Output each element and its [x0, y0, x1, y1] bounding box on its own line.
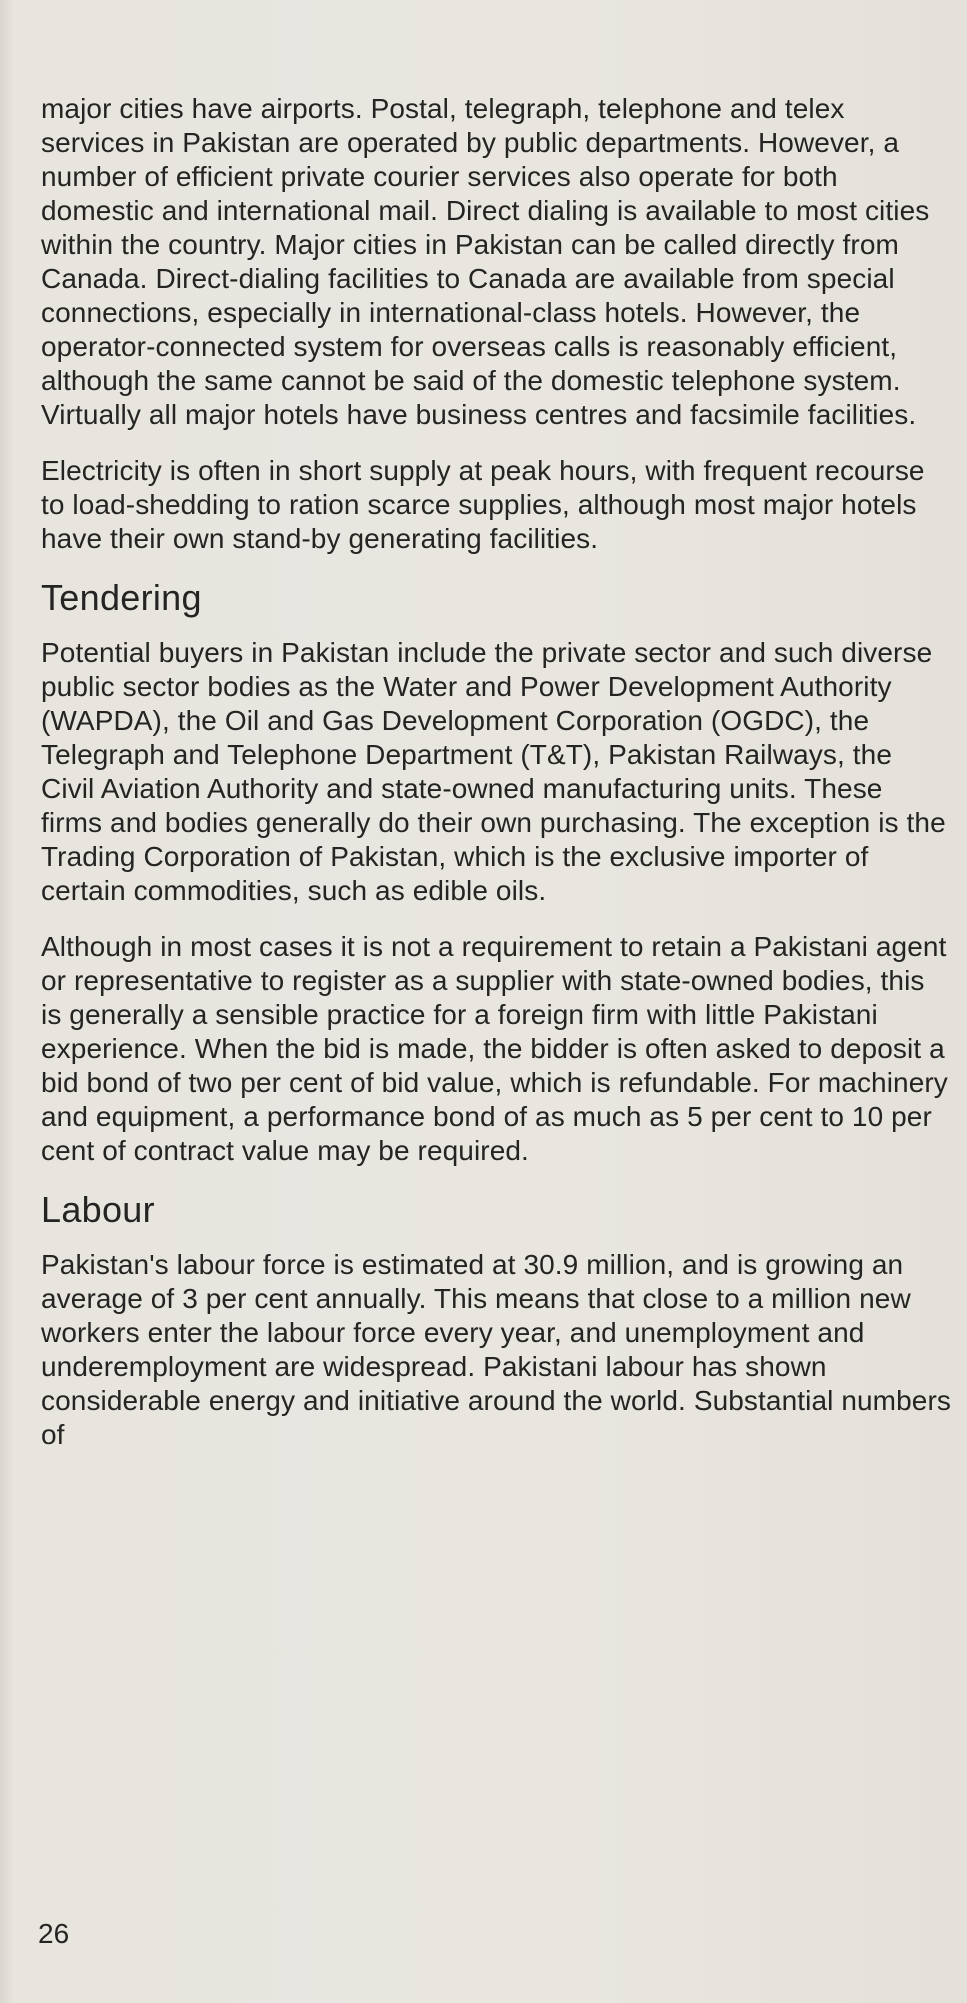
paragraph-electricity: Electricity is often in short supply at peak hours, with frequent recourse to load-shedding to ration scarce supplies, although most major hotels have their own stand-by generating facilities. [41, 455, 925, 554]
page-number: 26 [38, 1918, 70, 1949]
paragraph-labour-force: Pakistan's labour force is estimated at 30.9 million, and is growing an average of 3 per cent annually. This means that close to a million new workers enter the labour force every year, and unemployment and underemployment are widespread. Pakistani labour has shown considerable energy and initiative around the world. Substantial numbers of [41, 1249, 951, 1450]
page-body [41, 92, 951, 1474]
heading-labour: Labour [41, 1189, 155, 1230]
heading-tendering: Tendering [41, 577, 202, 618]
paragraph-communications: major cities have airports. Postal, telegraph, telephone and telex services in Pakistan are operated by public departments. However, a number of efficient private courier services also operate for both domestic and international mail. Direct dialing is available to most cities within the country. Major cities in Pakistan can be called directly from Canada. Direct-dialing facilities to Canada are available from special connections, especially in international-class hotels. However, the operator-connected system for overseas calls is reasonably efficient, although the same cannot be said of the domestic telephone system. Virtually all major hotels have business centres and facsimile facilities. [41, 93, 930, 430]
paragraph-potential-buyers: Potential buyers in Pakistan include the private sector and such diverse public sector bodies as the Water and Power Development Authority (WAPDA), the Oil and Gas Development Corporation (OGDC), the Telegraph and Telephone Department (T&T), Pakistan Railways, the Civil Aviation Authority and state-owned manufacturing units. These firms and bodies generally do their own purchasing. The exception is the Trading Corporation of Pakistan, which is the exclusive importer of certain commodities, such as edible oils. [41, 637, 946, 906]
paragraph-agent-requirement: Although in most cases it is not a requirement to retain a Pakistani agent or representative to register as a supplier with state-owned bodies, this is generally a sensible practice for a foreign firm with little Pakistani experience. When the bid is made, the bidder is often asked to deposit a bid bond of two per cent of bid value, which is refundable. For machinery and equipment, a performance bond of as much as 5 per cent to 10 per cent of contract value may be required. [41, 931, 948, 1166]
